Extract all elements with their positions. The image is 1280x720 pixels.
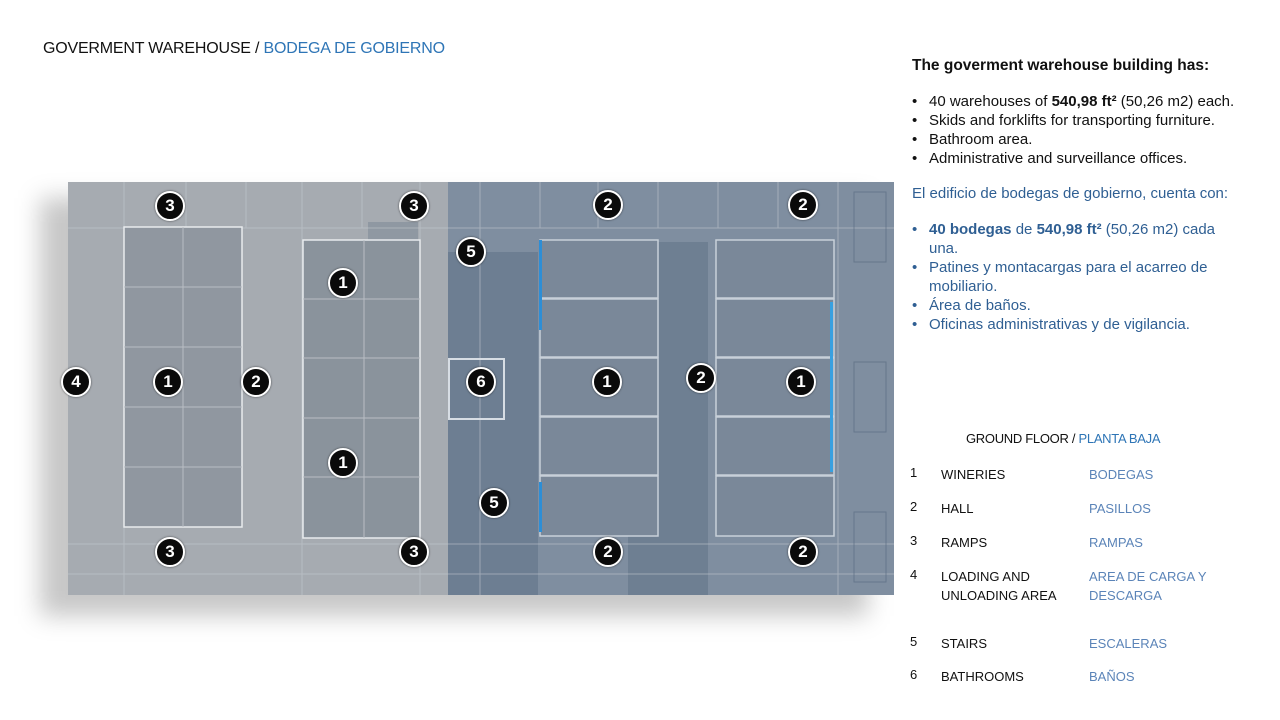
plan-marker-wineries: 1 bbox=[328, 448, 358, 478]
plan-marker-ramps: 3 bbox=[399, 537, 429, 567]
legend-label-es: ESCALERAS bbox=[1089, 636, 1168, 651]
spanish-features-list bbox=[912, 220, 1242, 334]
plan-marker-ramps: 3 bbox=[399, 191, 429, 221]
plan-marker-stairs: 5 bbox=[479, 488, 509, 518]
feature-area: 540,98 ft² bbox=[1051, 93, 1117, 110]
legend-label-es: BAÑOS bbox=[1089, 669, 1135, 684]
plan-marker-hall: 2 bbox=[593, 537, 623, 567]
feature-text: 40 warehouses of bbox=[929, 93, 1052, 110]
plan-marker-stairs: 5 bbox=[456, 237, 486, 267]
feature-item: • Área de baños. bbox=[912, 296, 1242, 315]
feature-item: • Administrative and surveillance offices. bbox=[912, 149, 1242, 168]
plan-marker-bathrooms: 6 bbox=[466, 367, 496, 397]
ground-floor-es: PLANTA BAJA bbox=[1078, 431, 1161, 446]
legend-label-en: BATHROOMS bbox=[941, 669, 1024, 684]
plan-marker-hall: 2 bbox=[686, 363, 716, 393]
feature-area: 540,98 ft² bbox=[1036, 221, 1102, 238]
title-spanish: BODEGA DE GOBIERNO bbox=[263, 40, 445, 57]
plan-marker-hall: 2 bbox=[788, 537, 818, 567]
feature-count: 40 bodegas bbox=[929, 221, 1012, 238]
title-english: GOVERMENT WAREHOUSE / bbox=[43, 40, 264, 57]
ground-floor-en: GROUND FLOOR / bbox=[966, 431, 1079, 446]
feature-item bbox=[912, 220, 1242, 258]
page-title bbox=[43, 40, 445, 58]
info-panel bbox=[912, 56, 1242, 334]
feature-item: • Skids and forklifts for transporting furniture. bbox=[912, 111, 1242, 130]
legend-number: 5 bbox=[910, 634, 918, 649]
plan-marker-hall: 2 bbox=[593, 190, 623, 220]
plan-marker-wineries: 1 bbox=[328, 268, 358, 298]
feature-item bbox=[912, 92, 1242, 111]
legend-number: 3 bbox=[910, 533, 918, 548]
feature-item: • Bathroom area. bbox=[912, 130, 1242, 149]
spanish-heading: El edificio de bodegas de gobierno, cuenta con: bbox=[912, 185, 1229, 202]
english-features-list bbox=[912, 92, 1242, 168]
plan-marker-hall: 2 bbox=[788, 190, 818, 220]
legend-label-es: AREA DE CARGA Y DESCARGA bbox=[1089, 569, 1207, 603]
ground-floor-title bbox=[966, 431, 1160, 446]
legend-label-es: BODEGAS bbox=[1089, 467, 1154, 482]
feature-text: (50,26 m2) each. bbox=[1116, 93, 1235, 110]
plan-marker-wineries: 1 bbox=[786, 367, 816, 397]
legend-label-es: PASILLOS bbox=[1089, 501, 1151, 516]
legend-number: 4 bbox=[910, 567, 918, 582]
legend-number: 2 bbox=[910, 499, 918, 514]
feature-text: de bbox=[1011, 221, 1037, 238]
legend-label-en: STAIRS bbox=[941, 636, 987, 651]
legend-label-en: HALL bbox=[941, 501, 974, 516]
plan-marker-ramps: 3 bbox=[155, 537, 185, 567]
legend-number: 1 bbox=[910, 465, 918, 480]
spanish-block bbox=[912, 184, 1242, 334]
plan-marker-wineries: 1 bbox=[592, 367, 622, 397]
feature-text: (50,26 m2) cada una. bbox=[929, 221, 1216, 257]
legend-label-en: RAMPS bbox=[941, 535, 988, 550]
feature-item: • Oficinas administrativas y de vigilancia. bbox=[912, 315, 1242, 334]
feature-item: • Patines y montacargas para el acarreo de mobiliario. bbox=[912, 258, 1242, 296]
legend-number: 6 bbox=[910, 667, 918, 682]
info-heading: The goverment warehouse building has: bbox=[912, 57, 1210, 74]
plan-marker-wineries: 1 bbox=[153, 367, 183, 397]
legend-label-en: WINERIES bbox=[941, 467, 1006, 482]
legend-label-en: LOADING AND UNLOADING AREA bbox=[941, 569, 1057, 603]
plan-marker-ramps: 3 bbox=[155, 191, 185, 221]
plan-marker-loading-area: 4 bbox=[61, 367, 91, 397]
legend-label-es: RAMPAS bbox=[1089, 535, 1143, 550]
plan-marker-hall: 2 bbox=[241, 367, 271, 397]
